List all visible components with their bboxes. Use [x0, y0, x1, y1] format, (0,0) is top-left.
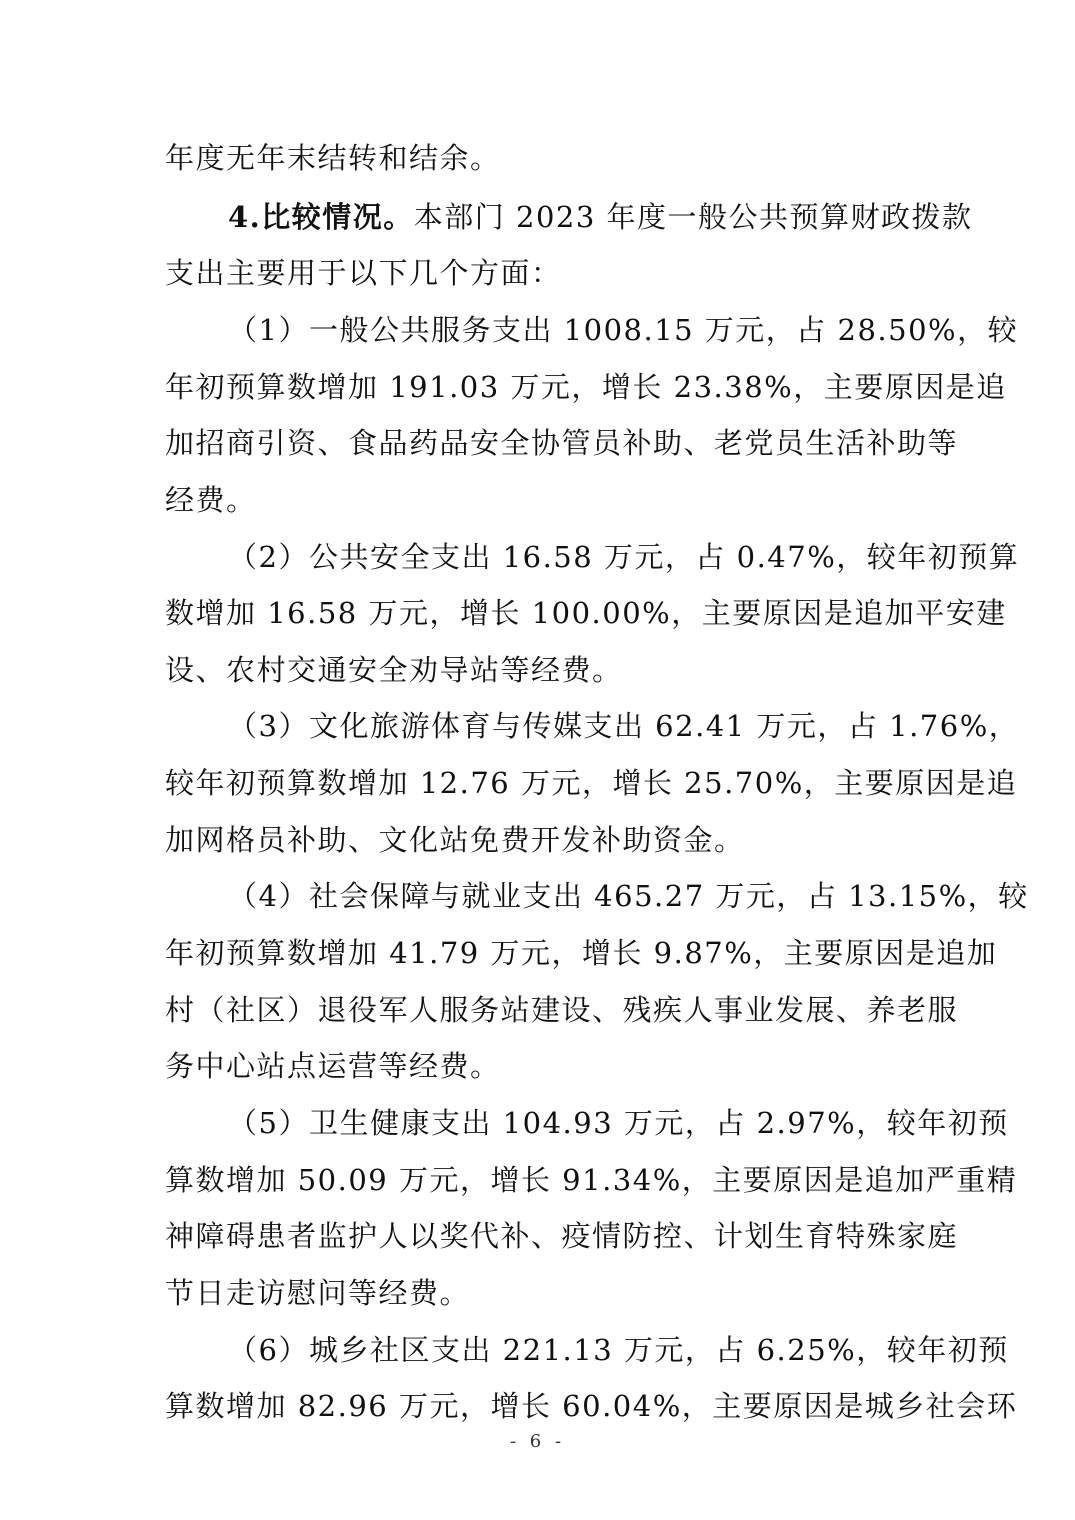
text-line: （4）社会保障与就业支出 465.27 万元，占 13.15%，较: [228, 879, 1029, 913]
text-line: （1）一般公共服务支出 1008.15 万元，占 28.50%，较: [228, 313, 1019, 347]
text-line: 经费。: [165, 483, 257, 517]
text-line: （5）卫生健康支出 104.93 万元，占 2.97%，较年初预: [228, 1106, 1009, 1140]
text-line: 节日走访慰问等经费。: [165, 1276, 471, 1310]
text-line: 年初预算数增加 41.79 万元，增长 9.87%，主要原因是追加: [165, 936, 998, 970]
text-line: 加招商引资、食品药品安全协管员补助、老党员生活补助等: [165, 426, 959, 460]
text-line: 较年初预算数增加 12.76 万元，增长 25.70%，主要原因是追: [165, 766, 1018, 800]
text-span: 本部门 2023 年度一般公共预算财政拨款: [413, 200, 973, 234]
text-line: 算数增加 82.96 万元，增长 60.04%，主要原因是城乡社会环: [165, 1389, 1018, 1423]
text-line: 设、农村交通安全劝导站等经费。: [165, 653, 623, 687]
text-line: 村（社区）退役军人服务站建设、残疾人事业发展、养老服: [165, 993, 959, 1027]
text-line: （6）城乡社区支出 221.13 万元，占 6.25%，较年初预: [228, 1333, 1009, 1367]
text-line: 年度无年末结转和结余。: [165, 141, 501, 175]
text-line: 神障碍患者监护人以奖代补、疫情防控、计划生育特殊家庭: [165, 1219, 959, 1253]
text-line: 年初预算数增加 191.03 万元，增长 23.38%，主要原因是追: [165, 370, 1007, 404]
text-line: （2）公共安全支出 16.58 万元，占 0.47%，较年初预算: [228, 540, 1020, 574]
section-heading-line: [228, 197, 973, 237]
text-line: 算数增加 50.09 万元，增长 91.34%，主要原因是追加严重精: [165, 1163, 1018, 1197]
section-heading: 4.比较情况。: [228, 200, 414, 234]
text-line: （3）文化旅游体育与传媒支出 62.41 万元，占 1.76%，: [228, 709, 1020, 743]
page-number: - 6 -: [509, 1431, 566, 1452]
text-line: 务中心站点运营等经费。: [165, 1049, 501, 1083]
text-line: 数增加 16.58 万元，增长 100.00%，主要原因是追加平安建: [165, 596, 1007, 630]
text-line: 支出主要用于以下几个方面：: [165, 256, 562, 290]
text-line: 加网格员补助、文化站免费开发补助资金。: [165, 823, 745, 857]
